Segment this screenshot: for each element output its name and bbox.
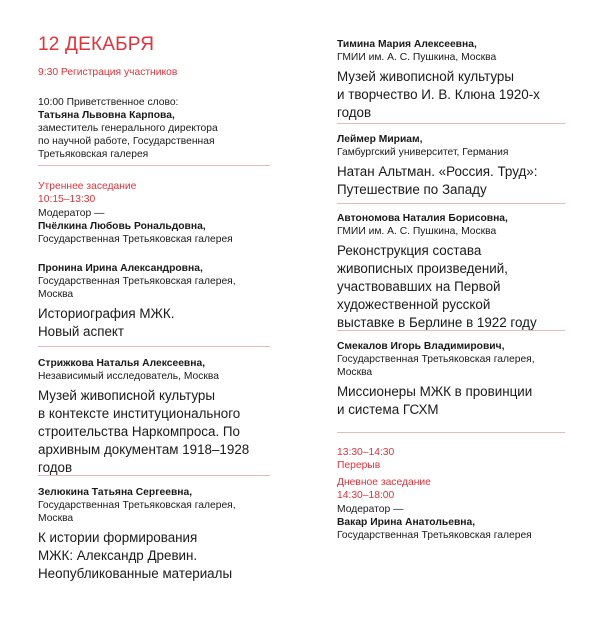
welcome-role-line: Третьяковская галерея xyxy=(38,149,149,160)
talk-affiliation: Государственная Третьяковская галерея, xyxy=(38,500,236,511)
session-title: Утреннее заседание xyxy=(38,181,137,192)
talk-title-line: МЖК: Александр Древин. xyxy=(38,548,198,563)
divider xyxy=(337,432,565,433)
talk-title-line: в контексте институционального xyxy=(38,406,241,421)
moderator-org: Государственная Третьяковская галерея xyxy=(337,530,532,541)
talk-title-line: Неопубликованные материалы xyxy=(38,566,233,581)
break-label: Перерыв xyxy=(337,460,381,471)
divider xyxy=(38,346,270,347)
talk-title-line: годов xyxy=(337,105,372,120)
welcome-role-line: заместитель генерального директора xyxy=(38,123,218,134)
afternoon-session xyxy=(337,476,569,542)
talk-affiliation: ГМИИ им. А. С. Пушкина, Москва xyxy=(337,226,497,237)
talk-title-line: строительства Наркомпроса. По xyxy=(38,424,240,439)
welcome-speaker: Татьяна Львовна Карпова, xyxy=(38,110,175,121)
session-time: 10:15–13:30 xyxy=(38,194,96,205)
moderator-name: Пчёлкина Любовь Рональдовна, xyxy=(38,221,206,232)
talk-title-line: и творчество И. В. Клюна 1920-х xyxy=(337,87,540,102)
talk-affiliation: Москва xyxy=(38,289,74,300)
talk-item xyxy=(38,357,278,477)
talk-title-line: Реконструкция состава xyxy=(337,243,482,258)
talk-title-line: Музей живописной культуры xyxy=(337,69,515,84)
welcome-block xyxy=(38,96,278,161)
divider xyxy=(38,165,270,166)
moderator-label: Модератор — xyxy=(337,504,404,515)
talk-title-line: художественной русской xyxy=(337,297,491,312)
talk-title-line: выставке в Берлине в 1922 году xyxy=(337,315,537,330)
talk-title-line: К истории формирования xyxy=(38,530,198,545)
talk-item xyxy=(337,133,569,199)
moderator-label: Модератор — xyxy=(38,208,105,219)
welcome-time: 10:00 Приветственное слово: xyxy=(38,97,179,108)
talk-speaker: Стрижкова Наталья Алексеевна, xyxy=(38,358,206,369)
talk-affiliation: Москва xyxy=(38,513,74,524)
talk-title xyxy=(337,242,569,332)
talk-speaker: Тимина Мария Алексеевна, xyxy=(337,39,477,50)
talk-affiliation: Москва xyxy=(337,367,373,378)
registration: 9:30 Регистрация участников xyxy=(38,67,178,78)
talk-affiliation: Гамбургский университет, Германия xyxy=(337,147,509,158)
talk-title-line: Историография МЖК. xyxy=(38,306,175,321)
break-block xyxy=(337,446,569,472)
divider xyxy=(337,330,565,331)
moderator-org: Государственная Третьяковская галерея xyxy=(38,234,233,245)
talk-title-line: Путешествие по Западу xyxy=(337,182,487,197)
talk-title xyxy=(38,305,278,341)
talk-title xyxy=(337,163,569,199)
morning-session xyxy=(38,180,278,246)
day-title: 12 ДЕКАБРЯ xyxy=(38,34,155,55)
talk-speaker: Леймер Мириам, xyxy=(337,134,423,145)
talk-title-line: Натан Альтман. «Россия. Труд»: xyxy=(337,164,538,179)
talk-item xyxy=(337,340,569,419)
divider xyxy=(38,475,270,476)
talk-title-line: годов xyxy=(38,460,73,475)
talk-affiliation: Государственная Третьяковская галерея, xyxy=(337,354,535,365)
talk-speaker: Автономова Наталия Борисовна, xyxy=(337,213,508,224)
session-title: Дневное заседание xyxy=(337,477,431,488)
talk-title-line: участвовавших на Первой xyxy=(337,279,501,294)
talk-speaker: Зелюкина Татьяна Сергеевна, xyxy=(38,487,193,498)
talk-title xyxy=(337,383,569,419)
talk-title-line: Новый аспект xyxy=(38,324,125,339)
talk-speaker: Пронина Ирина Александровна, xyxy=(38,263,203,274)
talk-item xyxy=(38,486,278,583)
divider xyxy=(337,203,565,204)
welcome-role-line: по научной работе, Государственная xyxy=(38,136,215,147)
talk-title-line: Музей живописной культуры xyxy=(38,388,216,403)
break-time: 13:30–14:30 xyxy=(337,447,395,458)
moderator-name: Вакар Ирина Анатольевна, xyxy=(337,517,476,528)
talk-title xyxy=(38,529,278,583)
talk-item xyxy=(38,262,278,341)
talk-item xyxy=(337,212,569,332)
talk-title-line: архивным документам 1918–1928 xyxy=(38,442,250,457)
talk-affiliation: Государственная Третьяковская галерея, xyxy=(38,276,236,287)
talk-title xyxy=(38,387,278,477)
talk-title-line: живописных произведений, xyxy=(337,261,508,276)
talk-item xyxy=(337,38,569,122)
talk-speaker: Смекалов Игорь Владимирович, xyxy=(337,341,505,352)
talk-affiliation: Независимый исследователь, Москва xyxy=(38,371,219,382)
session-time: 14:30–18:00 xyxy=(337,490,395,501)
talk-affiliation: ГМИИ им. А. С. Пушкина, Москва xyxy=(337,52,497,63)
talk-title-line: Миссионеры МЖК в провинции xyxy=(337,384,533,399)
talk-title-line: и система ГСХМ xyxy=(337,402,439,417)
divider xyxy=(337,123,565,124)
talk-title xyxy=(337,68,569,122)
